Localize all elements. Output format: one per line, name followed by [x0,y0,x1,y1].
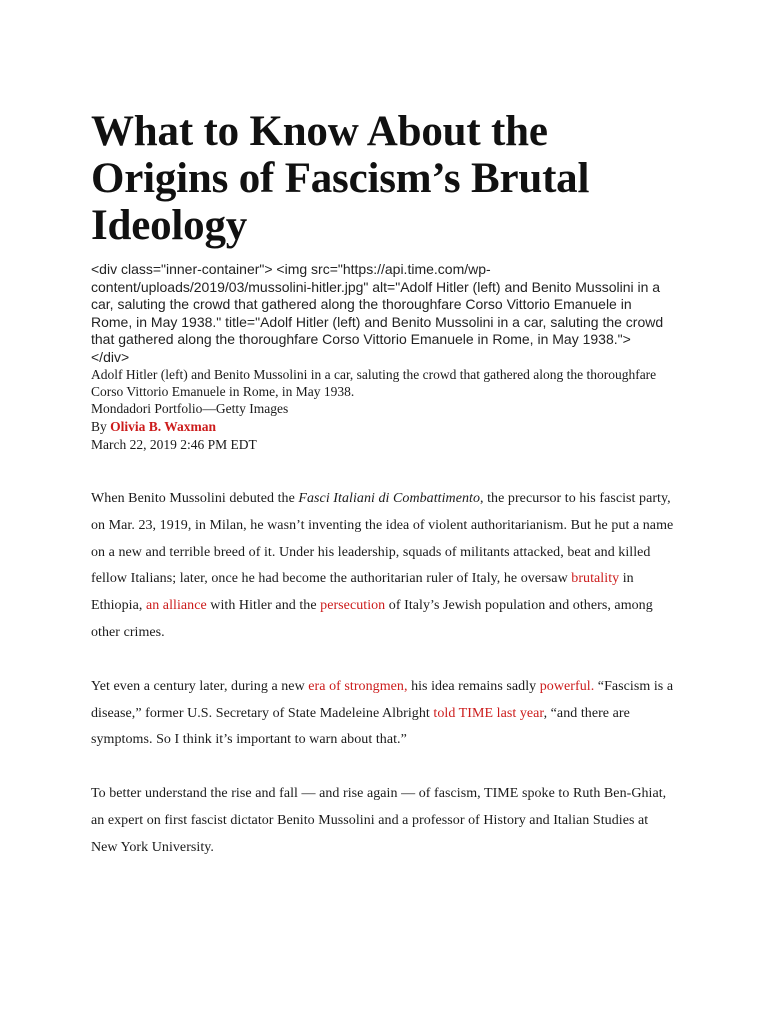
image-caption: Adolf Hitler (left) and Benito Mussolini in a car, saluting the crowd that gathered along the thoroughfare Corso Vittorio Emanuele in Rome, in May 1938. [91,367,657,399]
photo-credit: Mondadori Portfolio—Getty Images [91,401,289,416]
link-an-alliance[interactable]: an alliance [145,598,207,614]
byline [91,418,691,436]
p2-text-2: his idea remains sadly [407,678,540,694]
article-title: What to Know About the Origins of Fascism’s Brutal Ideology [91,108,590,249]
p1-italic-text: Fasci Italiani di Combattimento [298,491,481,506]
p1-text-2: , the precursor to his fascist party, on Mar. 23, 1919, in Milan, he wasn’t inventing the idea of violent authoritarianism. But he put a name on a new and terrible breed of it. Under his leadership, squads of militants attacked, beat and killed fellow Italians; later, once he had become the authoritarian ruler of Italy, he oversaw [91,491,674,587]
paragraph-1 [91,486,676,647]
link-brutality[interactable]: brutality [571,571,620,587]
article [91,0,691,862]
p2-text-4: , “and there are symptoms. So I think it’s important to warn about that.” [91,705,630,748]
p3-text-1: To better understand the rise and fall — and rise again — of fascism, TIME spoke to Ruth Ben-Ghiat, an expert on first fascist dictator Benito Mussolini and a professor of History and Italian Studies at New York University. [91,786,667,855]
paragraph-3 [91,781,676,861]
paragraph-2 [91,674,676,754]
author-link[interactable]: Olivia B. Waxman [110,419,217,434]
publish-date: March 22, 2019 2:46 PM EDT [91,437,257,452]
p1-text-4: with Hitler and the [206,598,321,614]
p2-text-3: “Fascism is a disease,” former U.S. Secretary of State Madeleine Albright [91,678,674,721]
byline-prefix: By [91,419,107,434]
link-era-of-strongmen[interactable]: era of strongmen, [308,678,408,694]
link-told-time-last-year[interactable]: told TIME last year [433,705,544,721]
p1-text-5: of Italy’s Jewish population and others, among other crimes. [91,598,653,640]
p1-text-1: When Benito Mussolini debuted the [91,491,299,506]
p1-text-3: in Ethiopia, [91,571,634,614]
raw-image-embed-text: <div class="inner-container"> <img src="https://api.time.com/wp-content/uploads/2019/03/mussolini-hitler.jpg" alt="Adolf Hitler (left) and Benito Mussolini in a car, saluting the crowd that gathered along the thoroughfare Corso Vittorio Emanuele in Rome, in May 1938." title="Adolf Hitler (left) and Benito Mussolini in a car, saluting the crowd that gathered along the thoroughfare Corso Vittorio Emanuele in Rome, in May 1938."> </div> [91,261,664,365]
link-powerful[interactable]: powerful. [539,678,595,694]
link-persecution[interactable]: persecution [320,598,386,614]
p2-text-1: Yet even a century later, during a new [91,678,309,694]
